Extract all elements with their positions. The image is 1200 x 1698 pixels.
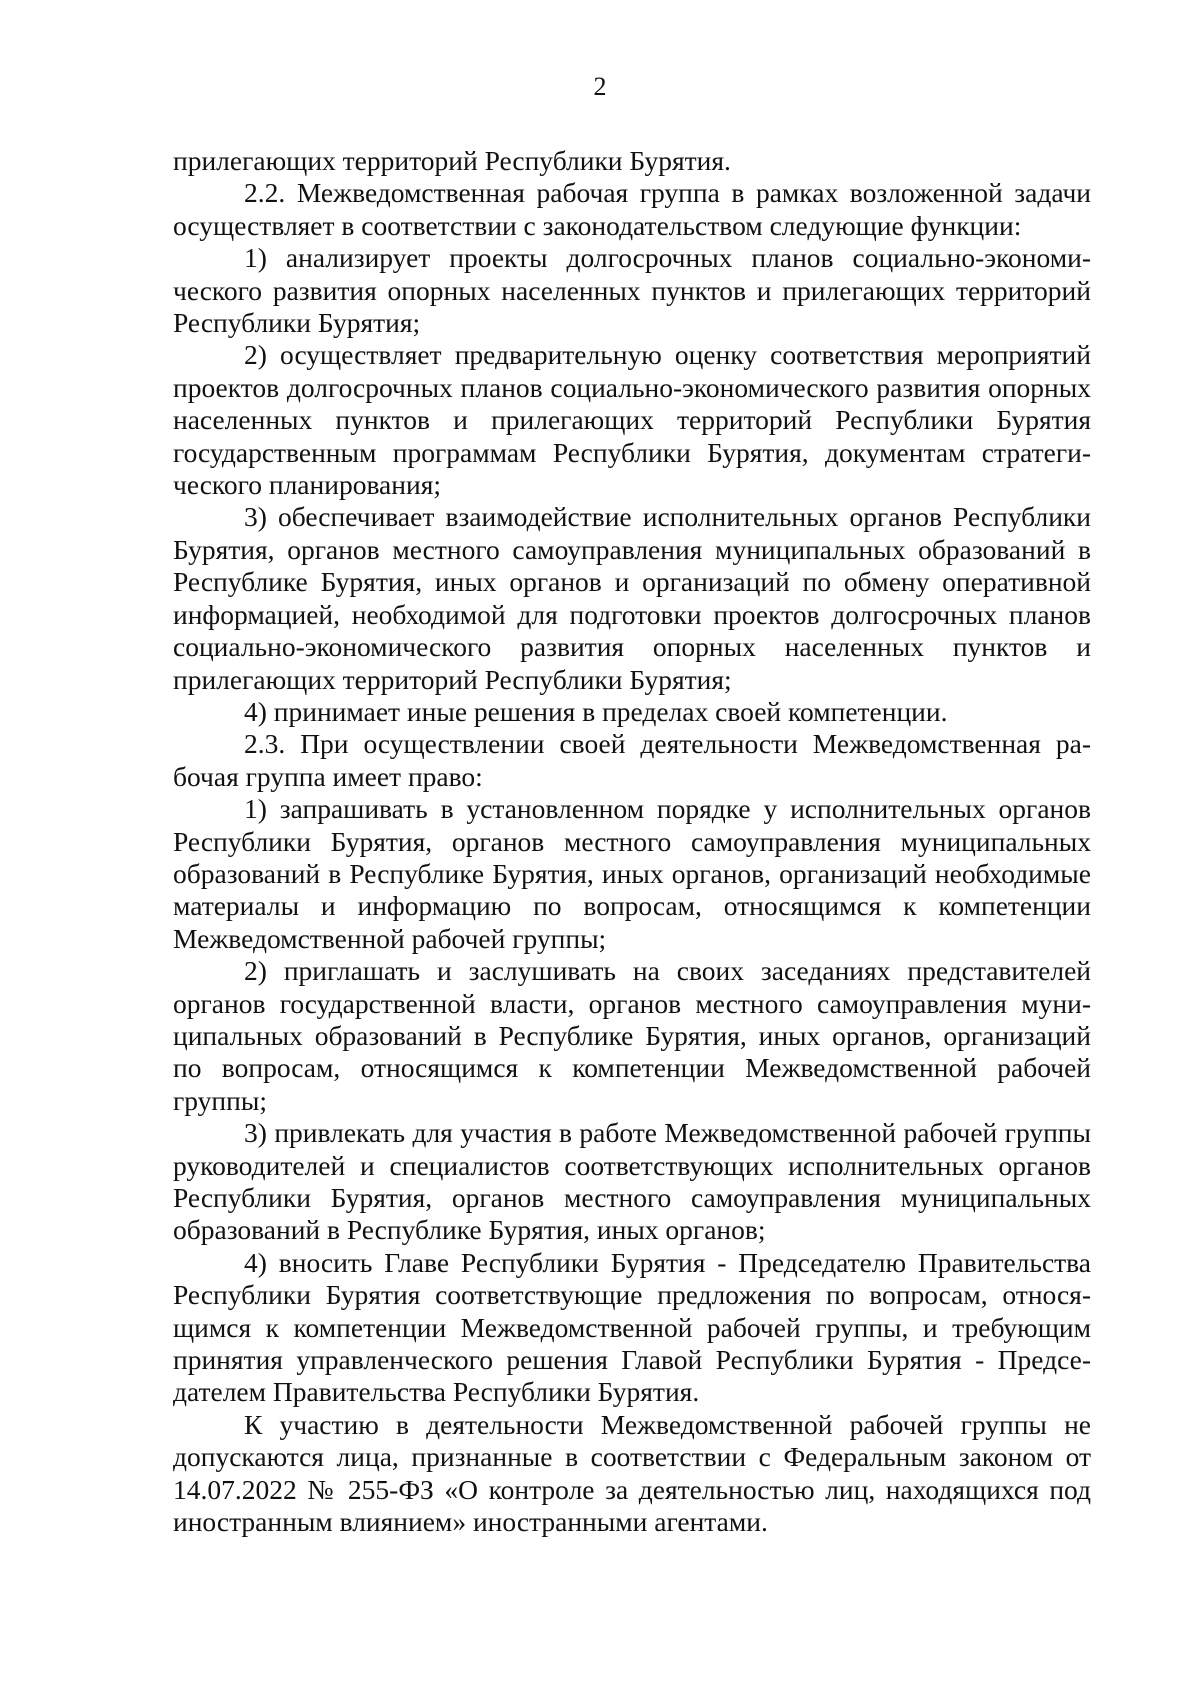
paragraph-2-2-item-3: 3) обеспечивает взаимодействие исполнительных органов Республики Бурятия, органов местного самоуправления муниципальных образований в Республике Бурятия, иных органов и организаций по обмену оперативной информацией, необходимой для подготовки проектов долгосрочных планов социально-экономического развития опорных населенных пунктов и прилегающих территорий Республики Бурятия; [173,501,1091,695]
paragraph-2-3-item-1: 1) запрашивать в установленном порядке у исполнительных органов Республики Бурятия, органов местного самоуправления муниципальных образований в Республике Бурятия, иных органов, организаций необходимые материалы и информацию по вопросам, относящимся к компетенции Межведомственной рабочей группы; [173,793,1091,954]
document-body [173,145,1091,1538]
paragraph-2-3: 2.3. При осуществлении своей деятельности Межведомственная рабочая группа имеет право: [173,728,1091,792]
paragraph-continuation: прилегающих территорий Республики Бурятия. [173,145,731,176]
paragraph-2-2-item-2: 2) осуществляет предварительную оценку соответствия мероприятий проектов долгосрочных планов социально-экономического развития опорных населенных пунктов и прилегающих территорий Республики Бурятия государственным программам Республики Бурятия, документам стратегического планирования; [173,339,1091,501]
paragraph-2-3-item-4: 4) вносить Главе Республики Бурятия - Председателю Правительства Республики Бурятия соответствующие предложения по вопросам, относящимся к компетенции Межведомственной рабочей группы, и требующим принятия управленческого решения Главой Республики Бурятия - Председателем Правительства Республики Бурятия. [173,1246,1091,1408]
paragraph-2-2-item-4: 4) принимает иные решения в пределах своей компетенции. [244,695,948,727]
page-number: 2 [593,72,607,101]
paragraph-2-3-item-3: 3) привлекать для участия в работе Межведомственной рабочей группы руководителей и специалистов соответствующих исполнительных органов Республики Бурятия, органов местного самоуправления муниципальных образований в Республике Бурятия, иных органов; [173,1117,1091,1246]
paragraph-2-3-item-2: 2) приглашать и заслушивать на своих заседаниях представителей органов государственной власти, органов местного самоуправления муниципальных образований в Республике Бурятия, иных органов, организаций по вопросам, относящимся к компетенции Межведомственной рабочей группы; [173,955,1091,1116]
paragraph-foreign-agents: К участию в деятельности Межведомственной рабочей группы не допускаются лица, признанные в соответствии с Федеральным законом от 14.07.2022 № 255-ФЗ «О контроле за деятельностью лиц, находящихся под иностранным влиянием» иностранными агентами. [173,1408,1091,1538]
paragraph-2-2: 2.2. Межведомственная рабочая группа в рамках возложенной задачи осуществляет в соответствии с законодательством следующие функции: [173,177,1091,241]
paragraph-2-2-item-1: 1) анализирует проекты долгосрочных планов социально-экономического развития опорных населенных пунктов и прилегающих территорий Республики Бурятия; [173,242,1091,339]
